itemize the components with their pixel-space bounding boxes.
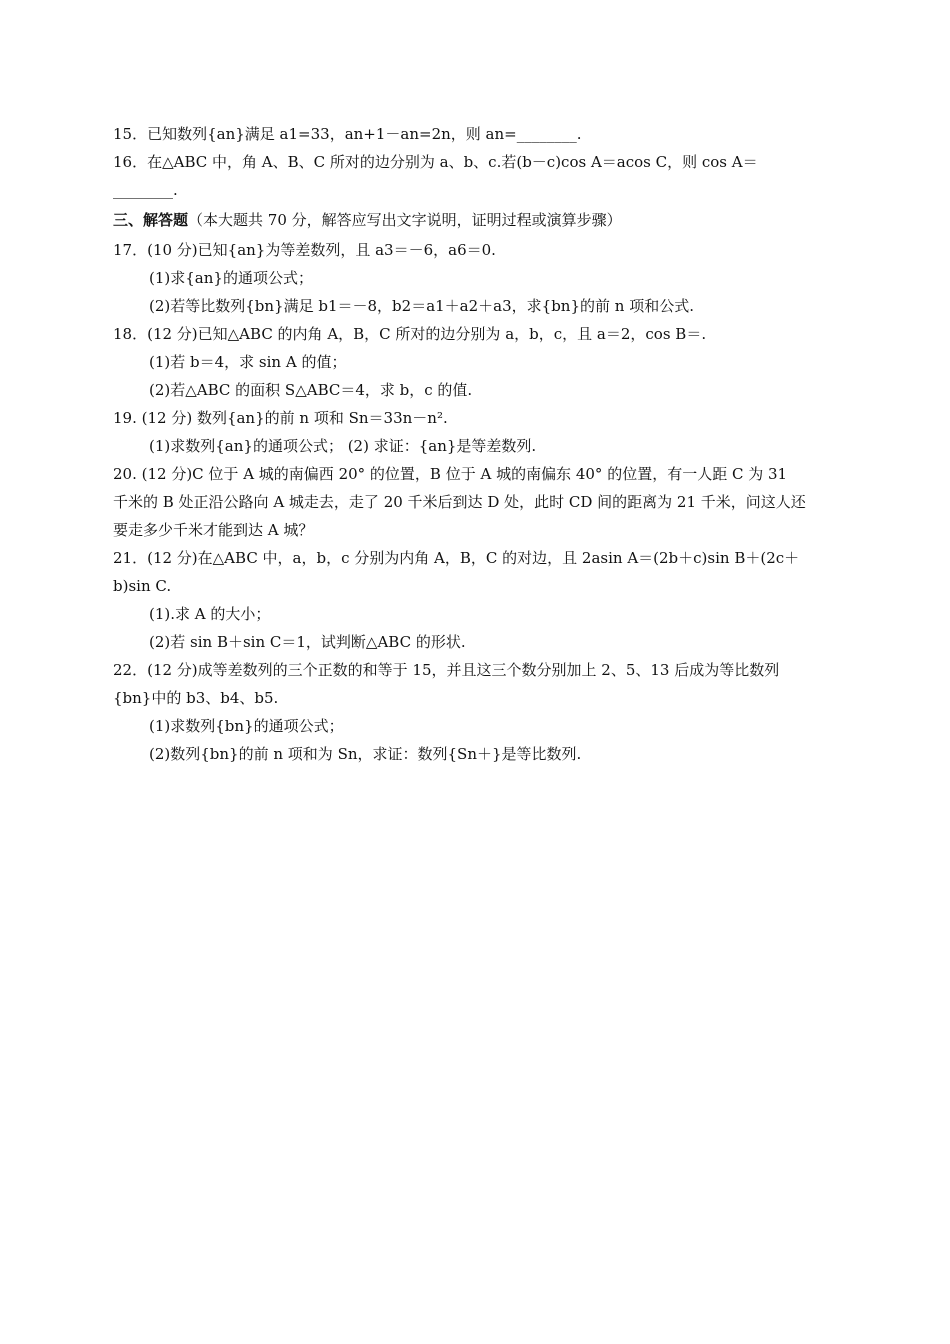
problem-18-part-1: (1)若 b＝4，求 sin A 的值； [149,353,347,371]
problem-21-part-2: (2)若 sin B＋sin C＝1，试判断△ABC 的形状. [149,633,466,651]
problem-19-parts: (1)求数列{an}的通项公式； (2) 求证：{an}是等差数列. [149,437,537,455]
problem-21-part-1: (1).求 A 的大小； [149,605,271,623]
problem-20-line-3: 要走多少千米才能到达 A 城？ [113,521,314,539]
question-15: 15．已知数列{an}满足 a1=33，an+1－an=2n，则 an=________. [113,125,582,143]
problem-21-line-1: 21．(12 分)在△ABC 中，a，b，c 分别为内角 A，B，C 的对边，且 2asin A＝(2b＋c)sin B＋(2c＋ [113,549,800,567]
problem-20-line-2: 千米的 B 处正沿公路向 A 城走去，走了 20 千米后到达 D 处，此时 CD 间的距离为 21 千米，问这人还 [113,493,806,511]
section-note: （本大题共 70 分，解答应写出文字说明，证明过程或演算步骤） [188,211,622,229]
problem-17-part-2: (2)若等比数列{bn}满足 b1＝－8，b2＝a1＋a2＋a3，求{bn}的前 n 项和公式. [149,297,694,315]
problem-22-line-1: 22．(12 分)成等差数列的三个正数的和等于 15，并且这三个数分别加上 2、5、13 后成为等比数列 [113,661,780,679]
problem-18-stem: 18．(12 分)已知△ABC 的内角 A，B，C 所对的边分别为 a，b，c，且 a＝2，cos B＝. [113,325,707,343]
problem-18-part-2: (2)若△ABC 的面积 S△ABC＝4，求 b，c 的值. [149,381,473,399]
problem-17-part-1: (1)求{an}的通项公式； [149,269,313,287]
problem-22-part-2: (2)数列{bn}的前 n 项和为 Sn，求证：数列{Sn＋}是等比数列. [149,745,582,763]
question-16-line-1: 16．在△ABC 中，角 A、B、C 所对的边分别为 a、b、c.若(b－c)cos A＝acos C，则 cos A＝ [113,153,758,171]
problem-17-stem: 17．(10 分)已知{an}为等差数列，且 a3＝－6，a6＝0. [113,241,496,259]
problem-22-part-1: (1)求数列{bn}的通项公式； [149,717,344,735]
problem-22-line-2: {bn}中的 b3、b4、b5. [113,689,279,707]
question-16-line-2: ________. [113,181,178,199]
section-title: 三、解答题 [113,211,189,229]
problem-20-line-1: 20. (12 分)C 位于 A 城的南偏西 20° 的位置，B 位于 A 城的南偏东 40° 的位置，有一人距 C 为 31 [113,465,788,483]
section-heading [113,210,622,230]
problem-21-line-2: b)sin C. [113,577,172,595]
problem-19-stem: 19. (12 分) 数列{an}的前 n 项和 Sn＝33n－n². [113,409,448,427]
